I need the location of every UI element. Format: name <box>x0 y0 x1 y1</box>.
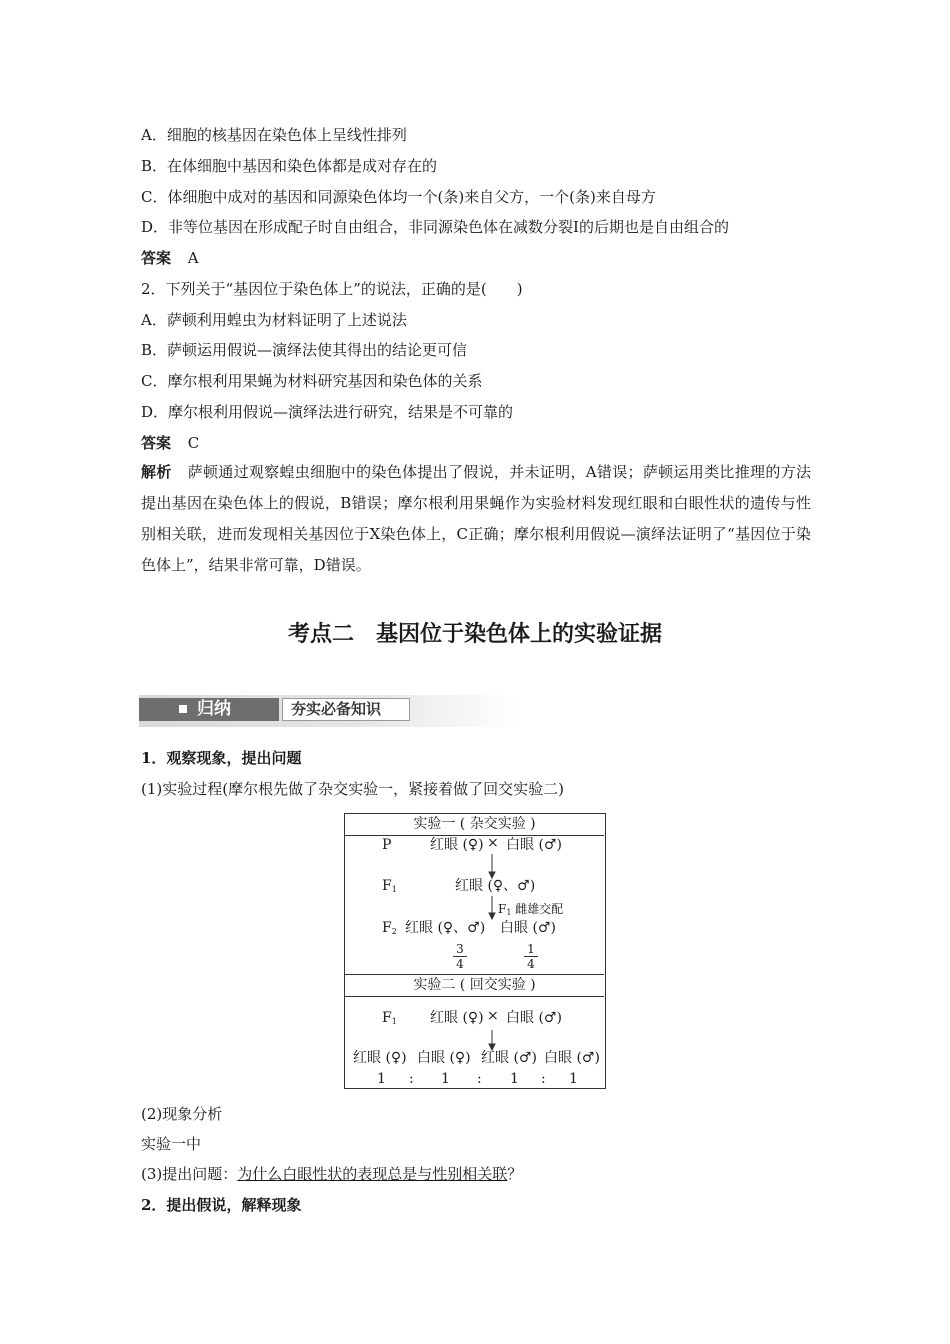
q1-option-c: C．体细胞中成对的基因和同源染色体均一个(条)来自父方，一个(条)来自母方 <box>141 188 656 206</box>
f2-white: 白眼 (♂) <box>500 920 556 936</box>
cross-experiment-diagram <box>344 813 606 1089</box>
q1-option-d: D．非等位基因在形成配子时自由组合，非同源染色体在减数分裂Ⅰ的后期也是自由组合的 <box>141 218 729 236</box>
ratio-sep-1: : <box>409 1071 414 1087</box>
question-underlined: 为什么白眼性状的表现总是与性别相关联 <box>237 1165 508 1183</box>
bc-female: 红眼 (♀) <box>430 1010 484 1026</box>
ratio-2: 1 <box>441 1071 450 1087</box>
q2-option-b: B．萨顿运用假说—演绎法使其得出的结论更可信 <box>141 341 468 359</box>
f1-label: $F_1$ <box>382 878 397 894</box>
ratio-4: 1 <box>569 1071 578 1087</box>
ratio-3: 1 <box>510 1071 519 1087</box>
ratio-sep-2: : <box>477 1071 482 1087</box>
banner-light-label: 夯实必备知识 <box>291 700 382 718</box>
analysis-label: 解析 <box>141 463 172 481</box>
f2-label: $F_2$ <box>382 920 397 936</box>
q2-answer <box>141 433 199 453</box>
square-bullet-icon <box>179 705 187 713</box>
bc-male: 白眼 (♂) <box>506 1010 562 1026</box>
offspring-2: 白眼 (♀) <box>417 1050 471 1066</box>
exp2-header: 实验二 ( 回交实验 ) <box>345 974 604 997</box>
offspring-4: 白眼 (♂) <box>544 1050 600 1066</box>
banner-dark-label: 归纳 <box>197 699 231 719</box>
q2-stem: 2．下列关于“基因位于染色体上”的说法，正确的是( ) <box>141 280 523 298</box>
item-experiment-process: (1)实验过程(摩尔根先做了杂交实验一，紧接着做了回交实验二) <box>141 780 564 798</box>
exp1-note: 实验一中 <box>141 1135 202 1153</box>
q2-option-a: A．萨顿利用蝗虫为材料证明了上述说法 <box>141 311 407 329</box>
heading-hypothesis: 2．提出假说，解释现象 <box>141 1196 302 1214</box>
f2-red: 红眼 (♀、♂) <box>405 920 486 936</box>
offspring-3: 红眼 (♂) <box>481 1050 537 1066</box>
f1-mating-label: $F_1$ 雌雄交配 <box>498 902 564 917</box>
ratio-sep-3: : <box>541 1071 546 1087</box>
cross-symbol: × <box>487 835 499 851</box>
bc-label: $F_1$ <box>382 1010 397 1026</box>
q2-analysis <box>141 457 811 581</box>
answer-value: C <box>187 434 200 452</box>
answer-label: 答案 <box>141 434 172 452</box>
q1-option-b: B．在体细胞中基因和染色体都是成对存在的 <box>141 157 438 175</box>
analysis-text: 萨顿通过观察蝗虫细胞中的染色体提出了假说，并未证明，A错误；萨顿运用类比推理的方法提出基因在染色体上的假说，B错误；摩尔根利用果蝇作为实验材料发现红眼和白眼性状的遗传与性别相关联，进而发现相关基因位于X染色体上，C正确；摩尔根利用假说—演绎法证明了“基因位于染色体上”，结果非常可靠，D错误。 <box>141 463 811 574</box>
item-raise-question: (3)提出问题：为什么白眼性状的表现总是与性别相关联？ <box>141 1165 523 1183</box>
item-phenomenon-analysis: (2)现象分析 <box>141 1105 223 1123</box>
heading-observe: 1．观察现象，提出问题 <box>141 749 302 767</box>
q1-answer <box>141 248 199 268</box>
q2-option-c: C．摩尔根利用果蝇为材料研究基因和染色体的关系 <box>141 372 483 390</box>
fraction-red: $\frac{3}{4}$ <box>453 942 467 971</box>
ratio-1: 1 <box>377 1071 386 1087</box>
exp1-header: 实验一 ( 杂交实验 ) <box>345 814 604 836</box>
answer-label: 答案 <box>141 249 172 267</box>
offspring-1: 红眼 (♀) <box>353 1050 407 1066</box>
q1-option-a: A．细胞的核基因在染色体上呈线性排列 <box>141 126 407 144</box>
f1-result: 红眼 (♀、♂) <box>455 878 536 894</box>
p-male: 白眼 (♂) <box>506 837 562 853</box>
section-title: 考点二 基因位于染色体上的实验证据 <box>287 622 662 647</box>
p-label: P <box>382 837 392 853</box>
cross-arrows <box>345 814 604 1087</box>
fraction-white: $\frac{1}{4}$ <box>524 942 538 971</box>
answer-value: A <box>187 249 199 267</box>
bc-cross-symbol: × <box>487 1008 499 1024</box>
q2-option-d: D．摩尔根利用假说—演绎法进行研究，结果是不可靠的 <box>141 403 514 421</box>
section-banner <box>139 695 517 727</box>
p-female: 红眼 (♀) <box>430 837 484 853</box>
